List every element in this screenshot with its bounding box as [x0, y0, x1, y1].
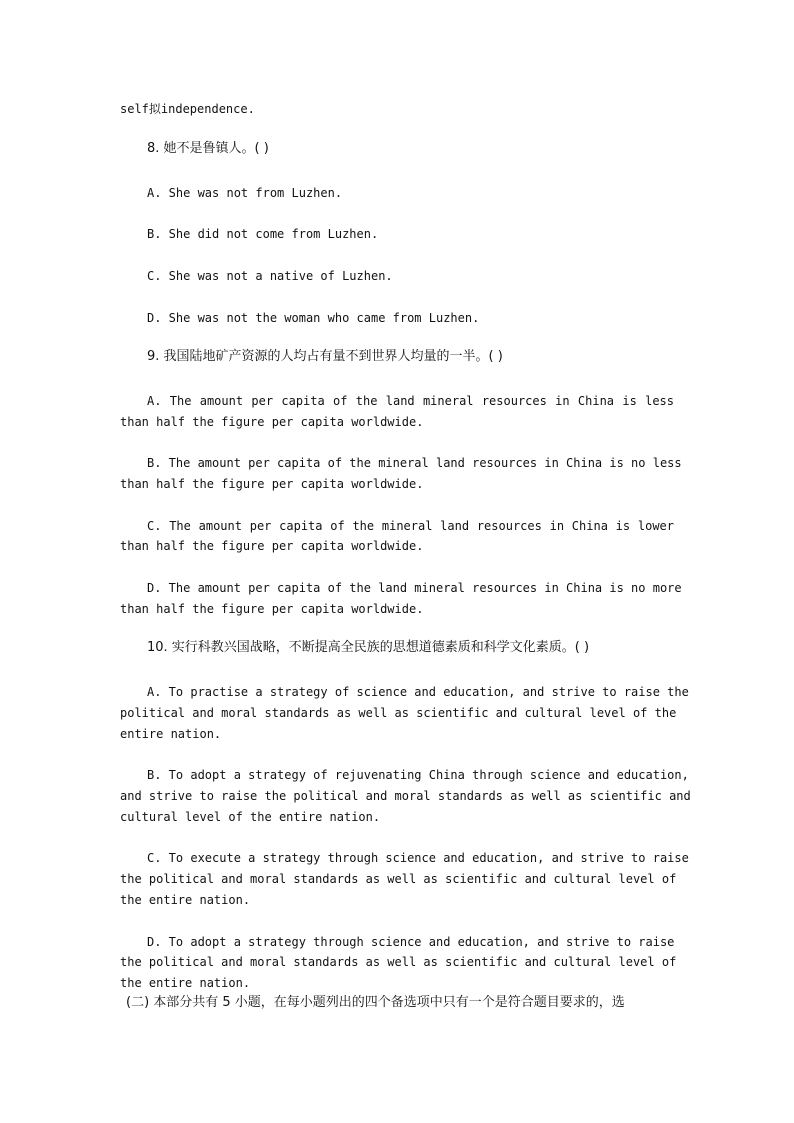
question-8-option-b: B. She did not come from Luzhen. — [147, 227, 379, 241]
question-10-option-d-line-2: the political and moral standards as well as scientific and cultural level of — [120, 955, 677, 969]
question-9-option-a-line-1: A. The amount per capita of the land mineral resources in China is less — [147, 394, 674, 408]
question-10-option-d-line-3: the entire nation. — [120, 976, 251, 990]
question-8-option-c: C. She was not a native of Luzhen. — [147, 269, 393, 283]
question-9-option-b-line-1: B. The amount per capita of the mineral land resources in China is no less — [147, 456, 682, 470]
question-8-option-a: A. She was not from Luzhen. — [147, 186, 343, 200]
question-9-option-c-line-2: than half the figure per capita worldwide. — [120, 539, 424, 553]
question-10-option-d-line-1: D. To adopt a strategy through science and education, and strive to raise — [147, 935, 675, 949]
question-10-option-b-line-3: cultural level of the entire nation. — [120, 810, 381, 824]
section-heading: (二) 本部分共有 5 小题，在每小题列出的四个备选项中只有一个是符合题目要求的，选 — [126, 995, 625, 1010]
question-9-option-d-line-1: D. The amount per capita of the land mineral resources in China is no more — [147, 581, 682, 595]
question-9-option-a-line-2: than half the figure per capita worldwide. — [120, 415, 424, 429]
question-10-option-b-line-1: B. To adopt a strategy of rejuvenating China through science and education, — [147, 768, 689, 782]
question-10-option-c-line-2: the political and moral standards as well as scientific and cultural level of — [120, 872, 677, 886]
question-9-option-d-line-2: than half the figure per capita worldwide. — [120, 602, 424, 616]
question-10-option-a-line-1: A. To practise a strategy of science and education, and strive to raise the — [147, 685, 689, 699]
question-9-option-b-line-2: than half the figure per capita worldwide. — [120, 477, 424, 491]
question-9-stem: 9. 我国陆地矿产资源的人均占有量不到世界人均量的一半。( ) — [147, 349, 503, 364]
question-10-stem: 10. 实行科教兴国战略，不断提高全民族的思想道德素质和科学文化素质。( ) — [147, 640, 590, 655]
question-10-option-a-line-2: political and moral standards as well as scientific and cultural level of the — [120, 706, 677, 720]
question-9-option-c-line-1: C. The amount per capita of the mineral land resources in China is lower — [147, 519, 674, 533]
question-8-option-d: D. She was not the woman who came from Luzhen. — [147, 311, 480, 325]
question-10-option-a-line-3: entire nation. — [120, 727, 222, 741]
continuation-text: self拟independence. — [120, 102, 255, 116]
question-10-option-b-line-2: and strive to raise the political and moral standards as well as scientific and — [120, 789, 691, 803]
question-10-option-c-line-3: the entire nation. — [120, 893, 251, 907]
question-8-stem: 8. 她不是鲁镇人。( ) — [147, 141, 269, 156]
question-10-option-c-line-1: C. To execute a strategy through science and education, and strive to raise — [147, 851, 689, 865]
